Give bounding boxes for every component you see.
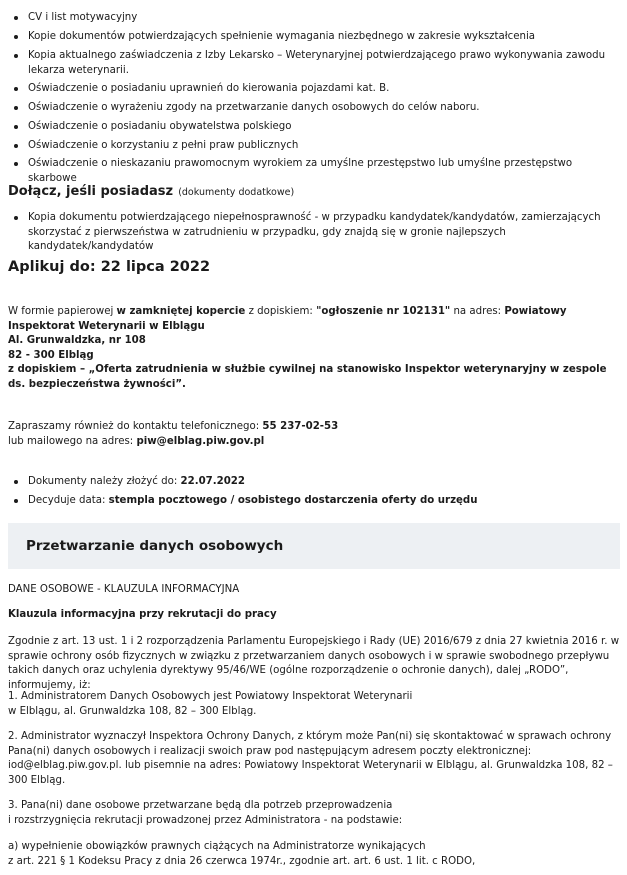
optional-docs-heading — [8, 180, 621, 199]
list-item: Oświadczenie o korzystaniu z pełni praw publicznych — [8, 139, 621, 154]
apply-deadline-heading: Aplikuj do: 22 lipca 2022 — [8, 259, 211, 275]
paper-application-instructions — [8, 305, 621, 392]
email-link[interactable]: piw@elblag.piw.gov.pl — [136, 435, 265, 447]
text: 1. Administratorem Danych Osobowych jest Powiatowy Inspektorat Weterynarii — [8, 691, 413, 702]
list-item: Oświadczenie o wyrażeniu zgody na przetwarzanie danych osobowych do celów naboru. — [8, 101, 621, 116]
text: z art. 221 § 1 Kodeksu Pracy z dnia 26 czerwca 1974r., zgodnie art. art. 6 ust. 1 lit. c RODO, — [8, 855, 476, 867]
gdpr-intro: Zgodnie z art. 13 ust. 1 i 2 rozporządzenia Parlamentu Europejskiego i Rady (UE) 2016/679 z dnia 27 kwietnia 2016 r. w sprawie ochrony osób fizycznych w związku z przetwarzaniem danych osobowych i w sprawie swobodnego przepływu takich danych oraz uchylenia dyrektywy 95/46/WE (ogólne rozporządzenie o ochronie danych), dalej „RODO”, informujemy, iż: — [8, 636, 620, 691]
list-item: Kopie dokumentów potwierdzających spełnienie wymagania niezbędnego w zakresie wykształcenia — [8, 30, 621, 45]
gdpr-point-2: 2. Administrator wyznaczył Inspektora Ochrony Danych, z którym może Pan(ni) się skontaktować w sprawach ochrony Pana(ni) danych osobowych i realizacji swoich praw pod następującym adresem poczty elektronicznej: iod@elblag.piw.gov.pl. lub pisemnie na adres: Powiatowy Inspektorat Weterynarii w Elblągu, al. Grunwaldzka 108, 82 – 300 Elbląg. — [8, 731, 613, 786]
list-item — [8, 475, 621, 490]
optional-subheading-text: (dokumenty dodatkowe) — [178, 187, 295, 198]
text: a) wypełnienie obowiązków prawnych ciążących na Administratorze wynikających — [8, 841, 426, 852]
optional-heading-text: Dołącz, jeśli posiadasz — [8, 184, 174, 199]
office-street: Al. Grunwaldzka, nr 108 — [8, 335, 146, 346]
phone-number: 55 237-02-53 — [262, 421, 339, 432]
list-item: Kopia dokumentu potwierdzającego niepełnosprawność - w przypadku kandydatek/kandydatów, zamierzających skorzystać z pierwszeństwa w zatrudnieniu w przypadku, gdy znajdą się w gronie najlepszych kandydatek/kandydatów — [8, 211, 621, 255]
list-item: CV i list motywacyjny — [8, 11, 621, 26]
list-item: Kopia aktualnego zaświadczenia z Izby Lekarsko – Weterynaryjnej potwierdzającego prawo wykonywania zawodu lekarza weterynarii. — [8, 49, 621, 78]
list-item — [8, 494, 621, 509]
gdpr-point-3 — [8, 799, 621, 828]
contact-info — [8, 420, 621, 449]
text: 3. Pana(ni) dane osobowe przetwarzane będą dla potrzeb przeprowadzenia — [8, 800, 393, 811]
text: w Elblągu, al. Grunwaldzka 108, 82 – 300 Elbląg. — [8, 705, 257, 717]
text: i rozstrzygnięcia rekrutacji prowadzonej przez Administratora - na podstawie: — [8, 814, 403, 826]
decides-value: stempla pocztowego / osobistego dostarczenia oferty do urzędu — [108, 495, 478, 506]
gdpr-label: DANE OSOBOWE - KLAUZULA INFORMACYJNA — [8, 584, 240, 595]
gdpr-point-a — [8, 840, 621, 869]
text: Dokumenty należy złożyć do: — [28, 476, 181, 487]
text: z dopiskiem: — [245, 306, 317, 317]
office-name: Powiatowy Inspektorat Weterynarii w Elblągu — [8, 306, 567, 332]
text: lub mailowego na adres: — [8, 435, 137, 447]
announcement-number: "ogłoszenie nr 102131" — [316, 306, 451, 317]
text: Zapraszamy również do kontaktu telefonicznego: — [8, 421, 263, 432]
envelope-note: z dopiskiem – „Oferta zatrudnienia w służbie cywilnej na stanowisko Inspektor weterynaryjny w zespole ds. bezpieczeństwa żywności”. — [8, 364, 607, 390]
section-header-panel — [8, 523, 620, 569]
deadline-date: 22.07.2022 — [180, 476, 245, 487]
text: W formie papierowej — [8, 306, 117, 317]
text-bold: w zamkniętej kopercie — [116, 306, 246, 317]
text: Decyduje data: — [28, 495, 109, 506]
gdpr-title: Klauzula informacyjna przy rekrutacji do pracy — [8, 609, 277, 620]
section-heading: Przetwarzanie danych osobowych — [26, 538, 284, 554]
list-item: Oświadczenie o posiadaniu uprawnień do kierowania pojazdami kat. B. — [8, 82, 621, 97]
list-item: Oświadczenie o posiadaniu obywatelstwa polskiego — [8, 120, 621, 135]
gdpr-point-1 — [8, 690, 621, 719]
text: na adres: — [450, 306, 505, 317]
list-item: Oświadczenie o nieskazaniu prawomocnym wyrokiem za umyślne przestępstwo lub umyślne przestępstwo skarbowe — [8, 157, 621, 186]
office-city: 82 - 300 Elbląg — [8, 349, 94, 361]
